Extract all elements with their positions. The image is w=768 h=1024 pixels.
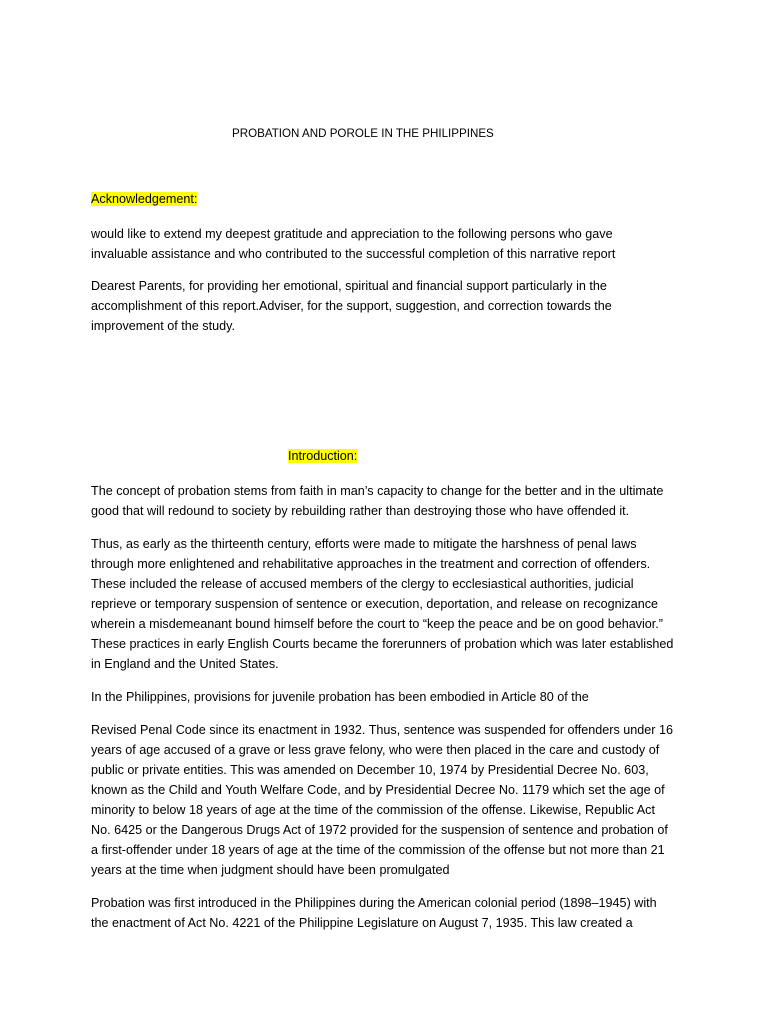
intro-line-20: the enactment of Act No. 4221 of the Philippine Legislature on August 7, 1935. This law created a xyxy=(91,916,633,930)
intro-line-17: a first-offender under 18 years of age at the time of the commission of the offense but not more than 21 xyxy=(91,843,665,857)
intro-line-9: in England and the United States. xyxy=(91,657,279,671)
ack-line-1: would like to extend my deepest gratitude and appreciation to the following persons who gave xyxy=(91,227,613,241)
acknowledgement-heading-text: Acknowledgement: xyxy=(91,192,198,206)
acknowledgement-heading xyxy=(91,192,197,206)
intro-line-3: Thus, as early as the thirteenth century, efforts were made to mitigate the harshness of penal laws xyxy=(91,537,637,551)
intro-line-6: reprieve or temporary suspension of sentence or execution, deportation, and release on recognizance xyxy=(91,597,659,611)
intro-line-2: good that will redound to society by rebuilding rather than destroying those who have offended it. xyxy=(91,504,630,518)
document-title: PROBATION AND POROLE IN THE PHILIPPINES xyxy=(232,127,494,140)
intro-line-7: wherein a misdemeanant bound himself before the court to “keep the peace and be on good behavior.” xyxy=(91,617,663,631)
intro-line-5: These included the release of accused members of the clergy to ecclesiastical authorities, judicial xyxy=(91,577,634,591)
ack-line-4: accomplishment of this report.Adviser, for the support, suggestion, and correction towards the xyxy=(91,299,612,313)
intro-line-14: known as the Child and Youth Welfare Code, and by Presidential Decree No. 1179 which set the age of xyxy=(91,783,665,797)
intro-line-18: years at the time when judgment should have been promulgated xyxy=(91,863,450,877)
intro-line-10: In the Philippines, provisions for juvenile probation has been embodied in Article 80 of the xyxy=(91,690,589,704)
intro-line-19: Probation was first introduced in the Philippines during the American colonial period (1898–1945) with xyxy=(91,896,657,910)
intro-line-12: years of age accused of a grave or less grave felony, who were then placed in the care and custody of xyxy=(91,743,660,757)
intro-line-4: through more enlightened and rehabilitative approaches in the treatment and correction of offenders. xyxy=(91,557,651,571)
intro-line-15: minority to below 18 years of age at the time of the commission of the offense. Likewise, Republic Act xyxy=(91,803,655,817)
introduction-heading xyxy=(288,449,357,463)
intro-line-1: The concept of probation stems from faith in man’s capacity to change for the better and in the ultimate xyxy=(91,484,664,498)
introduction-heading-text: Introduction: xyxy=(288,449,358,463)
ack-line-2: invaluable assistance and who contributed to the successful completion of this narrative report xyxy=(91,247,616,261)
ack-line-5: improvement of the study. xyxy=(91,319,235,333)
intro-line-16: No. 6425 or the Dangerous Drugs Act of 1972 provided for the suspension of sentence and probation of xyxy=(91,823,668,837)
intro-line-11: Revised Penal Code since its enactment in 1932. Thus, sentence was suspended for offenders under 16 xyxy=(91,723,674,737)
intro-line-13: public or private entities. This was amended on December 10, 1974 by Presidential Decree No. 603, xyxy=(91,763,649,777)
intro-line-8: These practices in early English Courts became the forerunners of probation which was later established xyxy=(91,637,674,651)
ack-line-3: Dearest Parents, for providing her emotional, spiritual and financial support particularly in the xyxy=(91,279,607,293)
